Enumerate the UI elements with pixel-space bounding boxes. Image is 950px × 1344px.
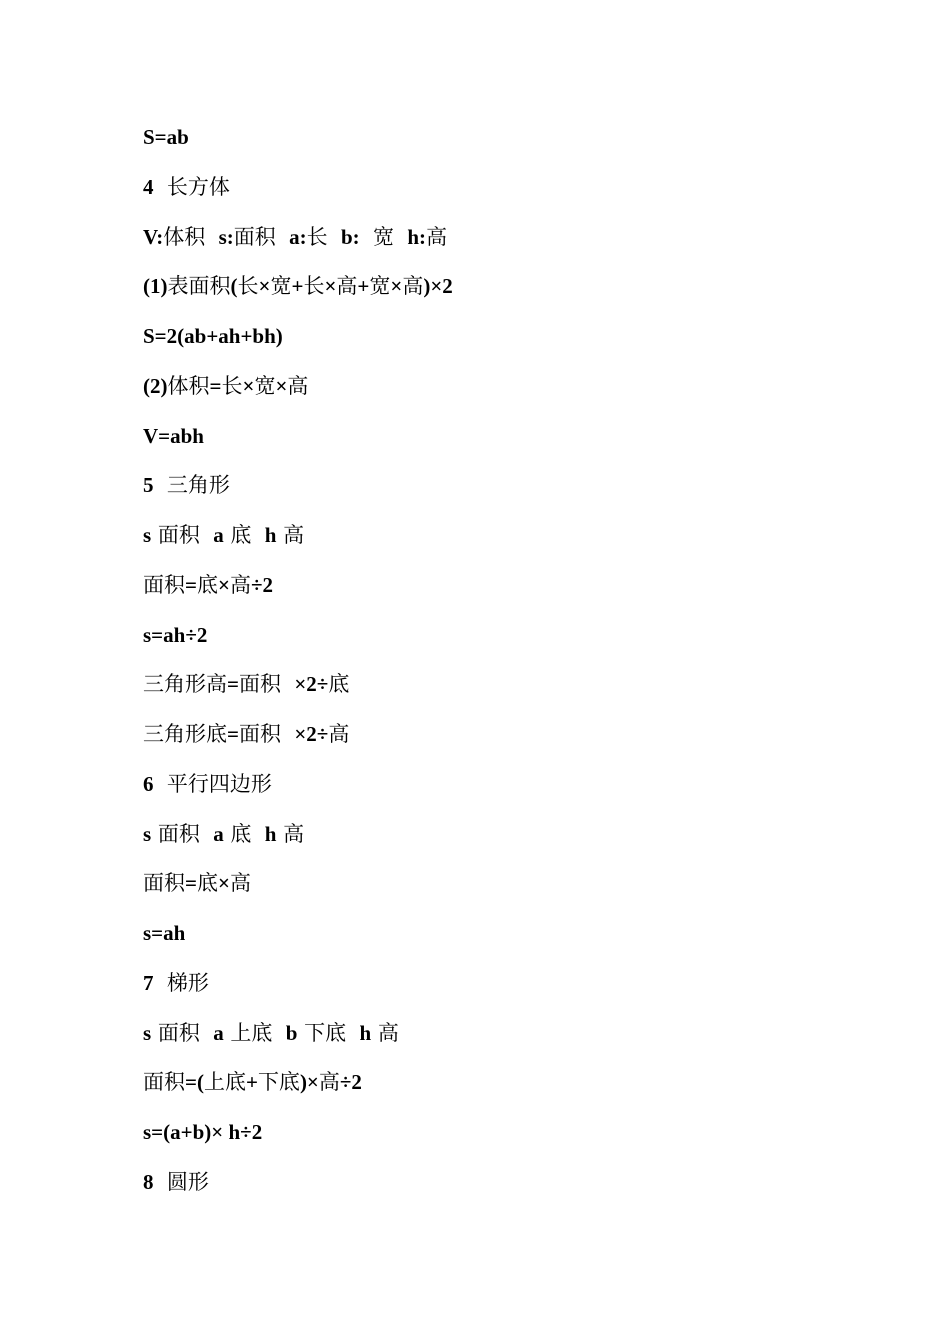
formula-term: 面积 (238, 672, 295, 697)
formula-symbol: × (275, 373, 288, 398)
formula-symbol: b (285, 1020, 298, 1045)
formula-symbol: 6 (143, 771, 154, 796)
formula-line (143, 1068, 362, 1096)
formula-symbol: = (227, 672, 239, 697)
formula-term: 高 (336, 274, 358, 299)
formula-term: 下底 (257, 1070, 300, 1095)
formula-term: 面积 (151, 523, 214, 547)
formula-symbol: 5 (143, 473, 154, 498)
formula-term: 三角形底 (143, 722, 227, 746)
formula-line (143, 1168, 209, 1196)
formula-line (143, 770, 272, 798)
formula-line (143, 1118, 262, 1146)
formula-symbol: )× (299, 1070, 319, 1095)
formula-symbol: ÷2 (250, 572, 273, 597)
formula-term: 梯形 (153, 970, 209, 995)
formula-symbol: V: (143, 224, 164, 249)
formula-symbol: × (390, 274, 403, 299)
formula-term: 下底 (297, 1020, 360, 1045)
formula-term: 面积 (238, 722, 295, 746)
formula-symbol: × (217, 871, 230, 896)
formula-symbol: 4 (143, 174, 154, 199)
formula-term: 宽 (359, 224, 408, 249)
formula-term: 平行四边形 (153, 771, 272, 796)
formula-term: 高 (402, 274, 424, 299)
formula-symbol: =( (185, 1070, 204, 1095)
formula-symbol: h (264, 523, 277, 547)
formula-line (143, 422, 204, 450)
formula-symbol: = (209, 373, 222, 398)
formula-line (143, 919, 185, 947)
formula-term: 高 (276, 523, 305, 547)
formula-term: 宽 (254, 373, 276, 398)
formula-line (143, 720, 349, 748)
formula-line (143, 869, 251, 897)
formula-term: 表面积 (167, 274, 231, 299)
formula-symbol: s=ah (143, 921, 186, 945)
formula-symbol: a (213, 523, 224, 547)
formula-symbol: 8 (143, 1169, 154, 1194)
formula-line (143, 372, 308, 400)
formula-line (143, 223, 447, 251)
formula-symbol: × (217, 572, 230, 597)
formula-line (143, 272, 453, 300)
formula-line (143, 521, 304, 549)
formula-term: 长 (237, 274, 259, 299)
formula-line (143, 123, 189, 151)
formula-symbol: 7 (143, 970, 154, 995)
formula-term: 面积 (143, 1070, 185, 1095)
formula-term: 高 (426, 224, 448, 249)
formula-symbol: S=2(ab+ah+bh) (143, 324, 283, 348)
formula-symbol: h (264, 821, 277, 846)
formula-line (143, 969, 209, 997)
formula-term: 长 (303, 274, 325, 299)
formula-term: 面积 (151, 821, 214, 846)
formula-term: 面积 (143, 572, 185, 597)
formula-symbol: = (185, 572, 197, 597)
formula-symbol: S=ab (143, 125, 189, 149)
formula-symbol: ×2÷ (294, 672, 329, 697)
formula-term: 高 (276, 821, 305, 846)
formula-symbol: h (359, 1020, 372, 1045)
formula-term: 底 (196, 572, 218, 597)
formula-line (143, 621, 207, 649)
formula-term: 面积 (233, 224, 290, 249)
formula-symbol: V=abh (143, 423, 204, 448)
formula-line (143, 1019, 399, 1047)
formula-symbol: b: (340, 224, 360, 249)
formula-term: 高 (287, 373, 309, 398)
formula-symbol: s (143, 523, 152, 547)
formula-term: 宽 (270, 274, 292, 299)
formula-term: 体积 (163, 224, 219, 249)
formula-term: 底 (223, 523, 265, 547)
formula-symbol: s: (218, 224, 234, 249)
formula-term: 高 (229, 572, 251, 597)
formula-term: 高 (229, 871, 251, 896)
formula-symbol: × (324, 274, 337, 299)
formula-term: 高 (318, 1070, 340, 1095)
formula-term: 长方体 (153, 174, 230, 199)
formula-line (143, 571, 273, 599)
formula-symbol: (1) (143, 274, 168, 299)
formula-term: 底 (223, 821, 265, 846)
formula-symbol: = (227, 722, 239, 746)
formula-symbol: × (258, 274, 271, 299)
formula-term: 体积 (167, 373, 210, 398)
formula-term: 长 (221, 373, 243, 398)
formula-symbol: h: (407, 224, 427, 249)
formula-symbol: + (357, 274, 370, 299)
formula-term: 高 (371, 1020, 399, 1045)
formula-symbol: s (143, 1020, 152, 1045)
formula-line (143, 322, 283, 350)
formula-term: 三角形 (153, 473, 230, 498)
formula-symbol: a: (289, 224, 307, 249)
formula-symbol: )×2 (423, 274, 453, 299)
formula-term: 底 (196, 871, 218, 896)
formula-term: 面积 (143, 871, 185, 896)
formula-symbol: a (213, 821, 224, 846)
formula-symbol: ( (230, 274, 238, 299)
formula-term: 长 (306, 224, 341, 249)
formula-term: 三角形高 (143, 672, 227, 697)
formula-symbol: + (245, 1070, 258, 1095)
formula-symbol: s=ah÷2 (143, 622, 208, 647)
formula-symbol: + (291, 274, 304, 299)
formula-symbol: × (242, 373, 255, 398)
formula-line (143, 471, 230, 499)
formula-line (143, 173, 230, 201)
formula-symbol: ÷2 (339, 1070, 362, 1095)
formula-term: 圆形 (153, 1169, 209, 1194)
formula-symbol: a (213, 1020, 224, 1045)
formula-term: 高 (328, 722, 350, 746)
formula-term: 上底 (203, 1070, 246, 1095)
formula-term: 面积 (151, 1020, 214, 1045)
formula-symbol: = (185, 871, 197, 896)
formula-term: 底 (328, 672, 350, 697)
formula-term: 宽 (369, 274, 391, 299)
formula-term: 上底 (223, 1020, 286, 1045)
formula-symbol: (2) (143, 373, 168, 398)
formula-line (143, 670, 349, 698)
formula-symbol: ×2÷ (294, 722, 329, 746)
formula-symbol: s (143, 821, 152, 846)
formula-symbol: s=(a+b)× h÷2 (143, 1120, 263, 1144)
formula-line (143, 820, 304, 848)
